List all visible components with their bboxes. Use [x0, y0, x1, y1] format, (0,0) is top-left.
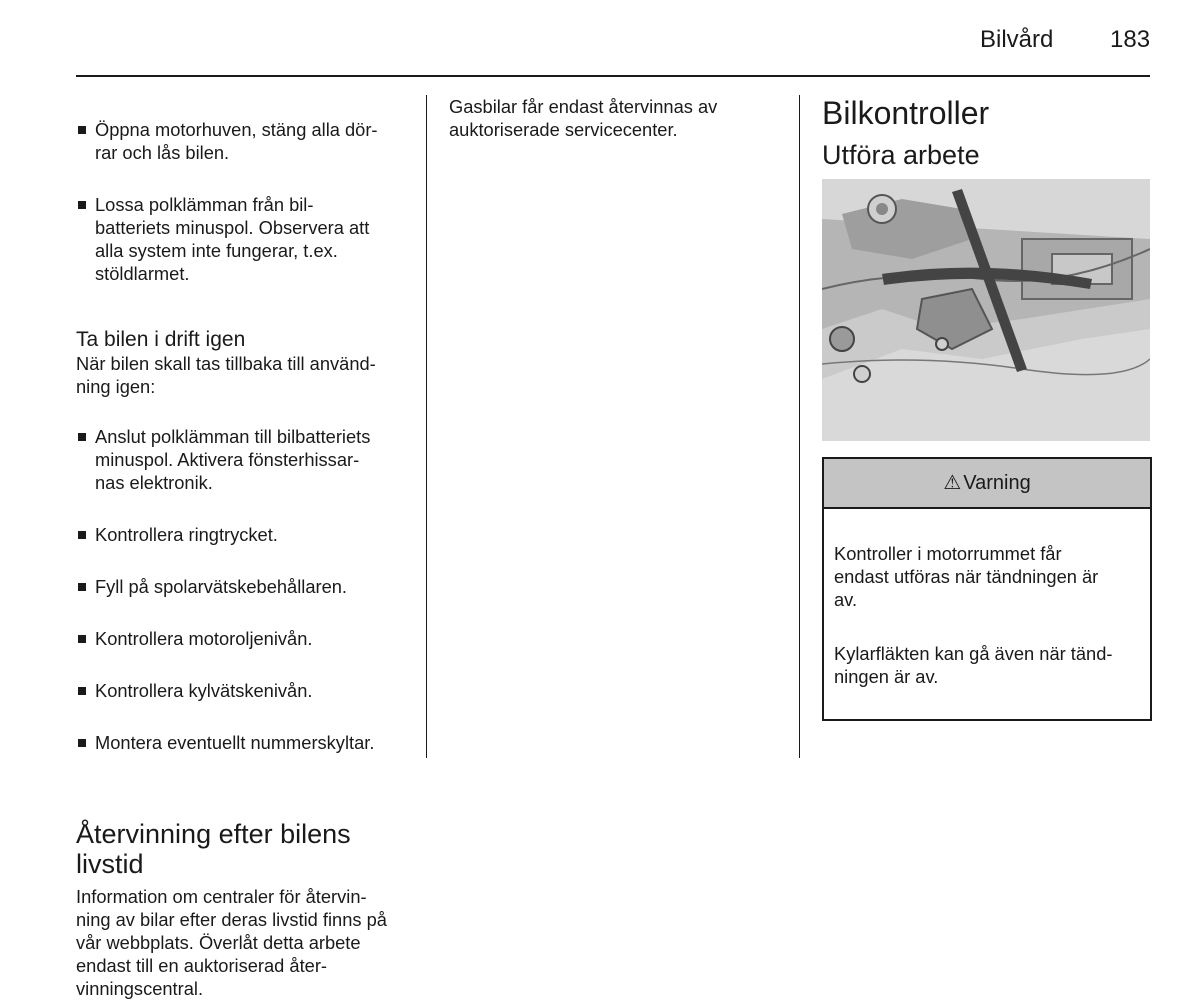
warning-label: Varning — [963, 471, 1031, 494]
warning-text: Kontroller i motorrummet får endast utföras när tändningen är av. — [834, 543, 1099, 610]
page-title: Bilkontroller — [822, 95, 990, 131]
intro-text: När bilen skall tas tillbaka till använd- ning igen: — [76, 353, 376, 397]
column-separator — [799, 95, 800, 758]
left-column — [76, 95, 416, 1000]
header-rule — [76, 75, 1150, 77]
recycling-text: Information om centraler för återvin- ning av bilar efter deras livstid finns på vår webbplats. Överlåt detta arbete endast till en auktoriserad åter- vinningscentral. — [76, 886, 387, 999]
subtitle: Utföra arbete — [822, 140, 980, 170]
warning-header — [824, 459, 1150, 509]
engine-compartment-illustration — [822, 179, 1150, 441]
subheading: Ta bilen i drift igen — [76, 328, 246, 351]
list-item: Anslut polklämman till bilbatteriets minuspol. Aktivera fönsterhissar- nas elektronik. — [76, 425, 416, 494]
column-separator — [426, 95, 427, 758]
list-item: Montera eventuellt nummerskyltar. — [76, 731, 416, 754]
warning-box — [822, 457, 1152, 721]
right-column — [822, 95, 1152, 721]
gas-vehicles-text: Gasbilar får endast återvinnas av auktoriserade servicecenter. — [449, 96, 718, 140]
recommission-steps-list — [76, 402, 416, 783]
list-item: Öppna motorhuven, stäng alla dör- rar och lås bilen. — [76, 118, 416, 164]
list-item: Lossa polklämman från bil- batteriets minuspol. Observera att alla system inte fungerar, t.ex. stöldlarmet. — [76, 193, 416, 285]
list-item: Fyll på spolarvätskebehållaren. — [76, 575, 416, 598]
warning-body — [824, 509, 1150, 719]
list-item: Kontrollera ringtrycket. — [76, 523, 416, 546]
page-number: 183 — [1110, 26, 1151, 53]
list-item: Kontrollera motoroljenivån. — [76, 627, 416, 650]
warning-triangle-icon: ⚠ — [943, 471, 962, 494]
storage-steps-list — [76, 95, 416, 314]
list-item: Kontrollera kylvätskenivån. — [76, 679, 416, 702]
section-title: Bilvård — [980, 26, 1054, 53]
recycling-heading: Återvinning efter bilens livstid — [76, 819, 351, 879]
middle-column — [449, 95, 779, 141]
warning-text: Kylarfläkten kan gå även när tänd- ningen är av. — [834, 643, 1113, 687]
